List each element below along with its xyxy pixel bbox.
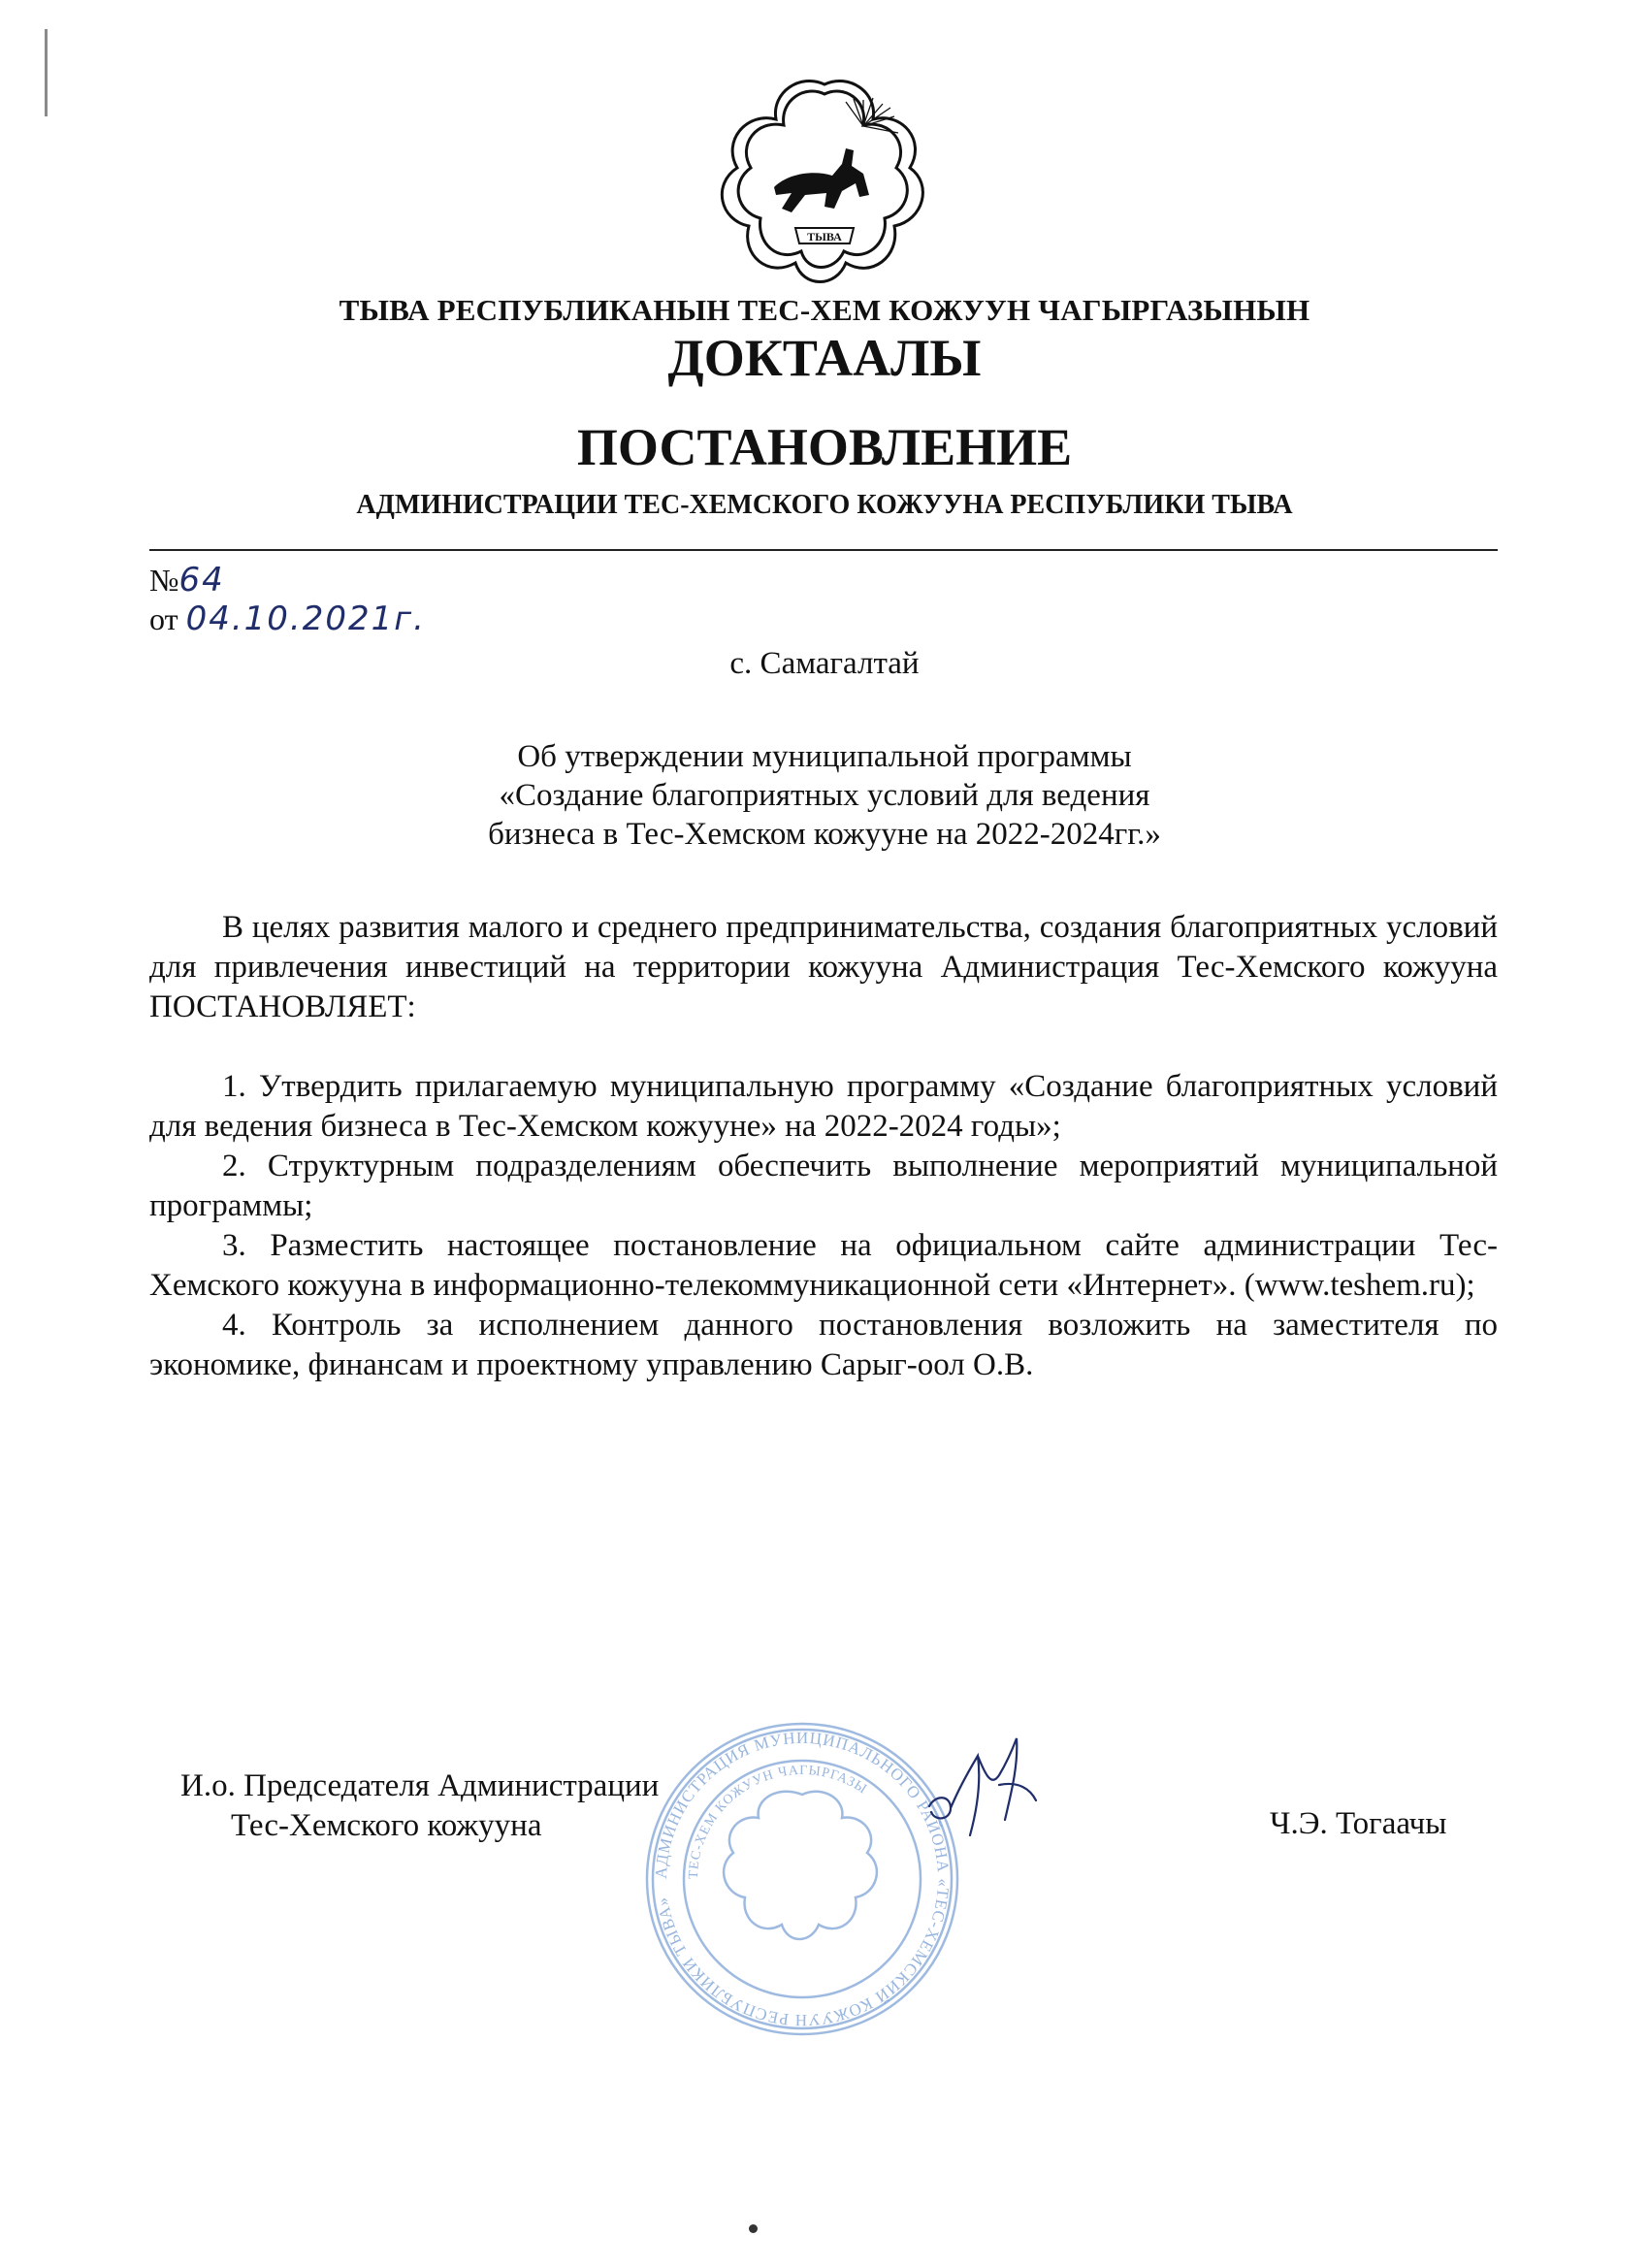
number-label: № bbox=[149, 563, 179, 598]
signatory-position-line-1: И.о. Председателя Администрации bbox=[180, 1768, 660, 1803]
date-label: от bbox=[149, 601, 178, 636]
header-divider bbox=[149, 549, 1498, 551]
number-value-handwritten: 64 bbox=[178, 561, 225, 599]
handwritten-signature-icon bbox=[922, 1727, 1057, 1843]
subject-line-1: Об утверждении муниципальной программы bbox=[517, 739, 1132, 774]
date-value-handwritten: 04.10.2021г. bbox=[185, 599, 426, 638]
header-russian-line: АДМИНИСТРАЦИИ ТЕС-ХЕМСКОГО КОЖУУНА РЕСПУБЛИКИ ТЫВА bbox=[356, 490, 1293, 520]
document-body bbox=[149, 908, 1498, 1385]
svg-text:ТЕС-ХЕМ КОЖУУН ЧАГЫРГАЗЫ bbox=[687, 1764, 870, 1879]
body-item-1: 1. Утвердить прилагаемую муниципальную программу «Создание благоприятных условий для ведения бизнеса в Тес-Хемском кожууне» на 2022-2024 годы»; bbox=[149, 1069, 1498, 1144]
body-item-4: 4. Контроль за исполнением данного постановления возложить на заместителя по экономике, финансам и проектному управлению Сарыг-оол О.В. bbox=[149, 1308, 1498, 1382]
emblem-ribbon-text: ТЫВА bbox=[807, 230, 842, 243]
official-stamp-icon bbox=[642, 1717, 962, 2042]
header-tuvan-title: ДОКТААЛЫ bbox=[667, 329, 982, 387]
header-russian-title: ПОСТАНОВЛЕНИЕ bbox=[576, 418, 1073, 476]
subject-line-2: «Создание благоприятных условий для ведения bbox=[499, 778, 1150, 813]
document-subject bbox=[0, 737, 1649, 854]
body-item-3: 3. Разместить настоящее постановление на официальном сайте администрации Тес-Хемского кожууна в информационно-телекоммуникационной сети «Интернет». (www.teshem.ru); bbox=[149, 1228, 1498, 1303]
stamp-inner-text: ТЕС-ХЕМ КОЖУУН ЧАГЫРГАЗЫ bbox=[686, 1763, 870, 1880]
body-item-2: 2. Структурным подразделениям обеспечить выполнение мероприятий муниципальной программы; bbox=[149, 1149, 1498, 1223]
document-place: с. Самагалтай bbox=[729, 646, 920, 681]
signatory-position-line-2: Тес-Хемского кожууна bbox=[231, 1808, 542, 1843]
scan-edge-mark bbox=[45, 29, 48, 116]
subject-line-3: бизнеса в Тес-Хемском кожууне на 2022-2024гг.» bbox=[488, 817, 1161, 852]
scan-speck bbox=[749, 2224, 758, 2233]
stamp-outer-text: АДМИНИСТРАЦИЯ МУНИЦИПАЛЬНОГО РАЙОНА «ТЕС-ХЕМСКИЙ КОЖУУН РЕСПУБЛИКИ ТЫВА» bbox=[651, 1728, 954, 2030]
document-number bbox=[149, 561, 225, 599]
signatory-name: Ч.Э. Тогаачы bbox=[1270, 1806, 1447, 1841]
tuva-emblem-icon bbox=[718, 73, 931, 291]
signatory-position bbox=[180, 1766, 659, 1846]
header-tuvan-line: ТЫВА РЕСПУБЛИКАНЫН ТЕС-ХЕМ КОЖУУН ЧАГЫРГАЗЫНЫН bbox=[339, 293, 1310, 327]
body-preamble: В целях развития малого и среднего предпринимательства, создания благоприятных условий для привлечения инвестиций на территории кожууна Администрация Тес-Хемского кожууна ПОСТАНОВЛЯЕТ: bbox=[149, 910, 1498, 1024]
document-date bbox=[149, 599, 426, 638]
